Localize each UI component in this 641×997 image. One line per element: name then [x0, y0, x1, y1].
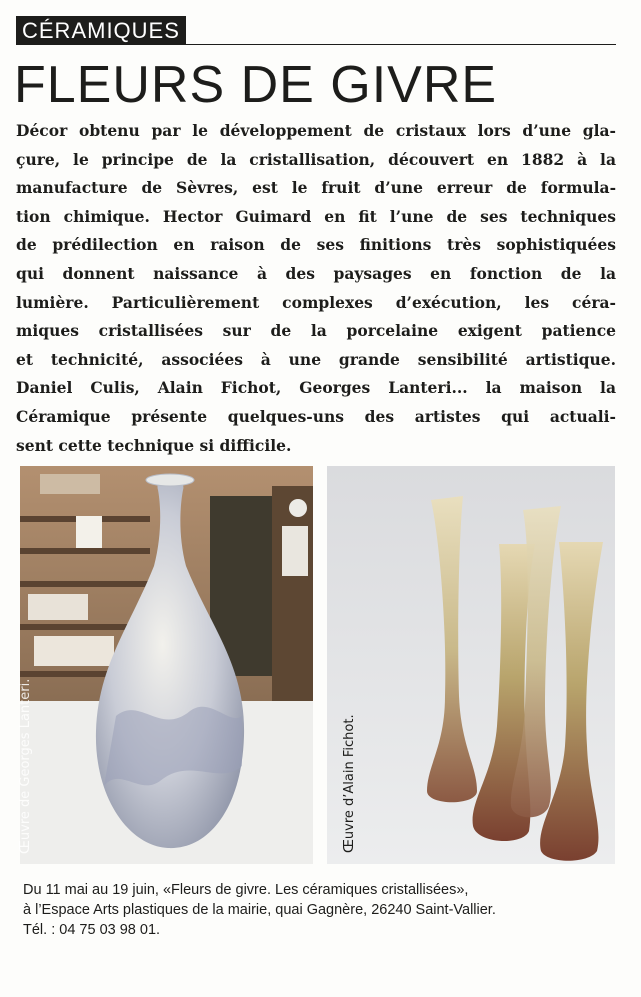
photo-caption-right: Œuvre d’Alain Fichot. — [342, 714, 357, 853]
vases-illustration — [327, 466, 615, 864]
photo-fichot-vases — [327, 466, 615, 864]
body-line: miques cristallisées sur de la porcelaine exigent patience — [16, 321, 616, 341]
exhibition-address: à l’Espace Arts plastiques de la mairie, quai Gagnère, 26240 Saint-Vallier. — [23, 902, 496, 918]
article-title: FLEURS DE GIVRE — [14, 56, 498, 114]
body-line: lumière. Particulièrement complexes d’exécution, les céra- — [16, 292, 616, 312]
body-line: et technicité, associées à une grande sensibilité artistique. — [16, 349, 616, 369]
exhibition-dates: Du 11 mai au 19 juin, «Fleurs de givre. Les céramiques cristallisées», — [23, 882, 469, 898]
photo-lanteri-vase — [20, 466, 313, 864]
body-line: manufacture de Sèvres, est le fruit d’une erreur de formula- — [16, 178, 616, 198]
body-line: sent cette technique si difficile. — [16, 435, 292, 455]
section-rule — [186, 44, 616, 45]
body-line: Daniel Culis, Alain Fichot, Georges Lanteri... la maison la — [16, 378, 616, 398]
body-line: Céramique présente quelques-uns des artistes qui actuali- — [16, 406, 616, 426]
exhibition-phone: Tél. : 04 75 03 98 01. — [23, 922, 161, 938]
body-line: qui donnent naissance à des paysages en fonction de la — [16, 263, 616, 283]
photo-caption-left: Œuvre de Georges Lanteri. — [18, 678, 33, 854]
vase-illustration — [20, 466, 313, 864]
section-label: CÉRAMIQUES — [16, 16, 186, 45]
section-header — [16, 16, 616, 46]
body-line: çure, le principe de la cristallisation, découvert en 1882 à la — [16, 149, 616, 169]
body-line: Décor obtenu par le développement de cristaux lors d’une gla- — [16, 121, 616, 140]
exhibition-info — [23, 880, 613, 940]
article-body — [16, 117, 616, 460]
body-line: tion chimique. Hector Guimard en fit l’une de ses techniques — [16, 206, 616, 226]
body-line: de prédilection en raison de ses finitions très sophistiquées — [16, 235, 616, 255]
